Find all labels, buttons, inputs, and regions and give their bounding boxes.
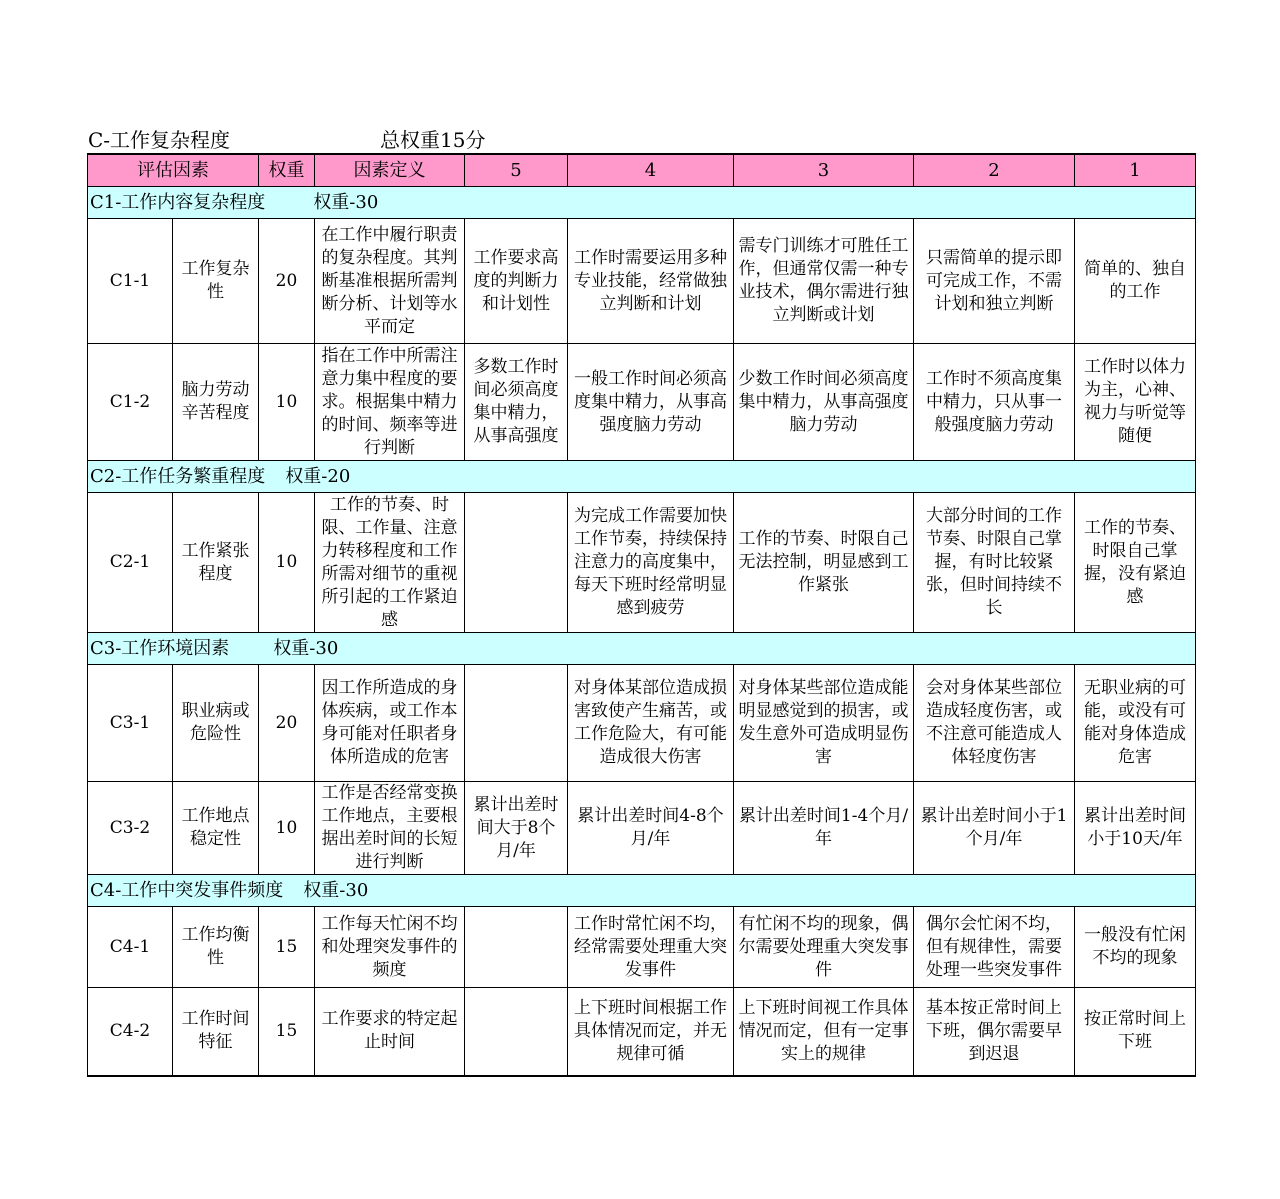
row-weight: 20 (259, 665, 315, 782)
page-title: C-工作复杂程度 (88, 128, 231, 152)
row-code: C4-2 (88, 988, 173, 1076)
row-definition: 工作是否经常变换工作地点，主要根据出差时间的长短进行判断 (315, 782, 465, 875)
row-level-4: 上下班时间根据工作具体情况而定，并无规律可循 (568, 988, 734, 1076)
row-level-1: 工作时以体力为主，心神、视力与听觉等随便 (1075, 344, 1196, 461)
row-weight: 10 (259, 782, 315, 875)
row-weight: 10 (259, 344, 315, 461)
row-factor: 脑力劳动辛苦程度 (173, 344, 259, 461)
row-level-3: 有忙闲不均的现象，偶尔需要处理重大突发事件 (734, 907, 914, 988)
row-code: C1-2 (88, 344, 173, 461)
row-level-3: 工作的节奏、时限自己无法控制，明显感到工作紧张 (734, 493, 914, 633)
table-row (88, 988, 1196, 1076)
section-row-c3 (88, 633, 1196, 665)
row-level-5 (465, 907, 568, 988)
row-level-2: 工作时不须高度集中精力，只从事一般强度脑力劳动 (914, 344, 1075, 461)
row-level-1: 累计出差时间小于10天/年 (1075, 782, 1196, 875)
row-level-1: 一般没有忙闲不均的现象 (1075, 907, 1196, 988)
table-row (88, 665, 1196, 782)
row-factor: 工作均衡性 (173, 907, 259, 988)
row-definition: 工作每天忙闲不均和处理突发事件的频度 (315, 907, 465, 988)
section-weight: 权重-30 (303, 880, 369, 901)
header-level-4: 4 (568, 154, 734, 187)
row-definition: 指在工作中所需注意力集中程度的要求。根据集中精力的时间、频率等进行判断 (315, 344, 465, 461)
section-name: C2-工作任务繁重程度 (90, 466, 266, 487)
row-level-1: 简单的、独自的工作 (1075, 219, 1196, 344)
section-name: C4-工作中突发事件频度 (90, 880, 284, 901)
row-code: C4-1 (88, 907, 173, 988)
section-row-c4 (88, 875, 1196, 907)
section-weight: 权重-20 (285, 466, 351, 487)
row-code: C1-1 (88, 219, 173, 344)
section-name: C1-工作内容复杂程度 (90, 192, 266, 213)
row-level-5 (465, 988, 568, 1076)
header-weight: 权重 (259, 154, 315, 187)
row-level-5: 多数工作时间必须高度集中精力，从事高强度 (465, 344, 568, 461)
row-definition: 因工作所造成的身体疾病，或工作本身可能对任职者身体所造成的危害 (315, 665, 465, 782)
row-level-1: 工作的节奏、时限自己掌握，没有紧迫感 (1075, 493, 1196, 633)
header-definition: 因素定义 (315, 154, 465, 187)
row-definition: 在工作中履行职责的复杂程度。其判断基准根据所需判断分析、计划等水平而定 (315, 219, 465, 344)
row-level-3: 对身体某些部位造成能明显感觉到的损害，或发生意外可造成明显伤害 (734, 665, 914, 782)
row-code: C3-1 (88, 665, 173, 782)
row-level-5: 工作要求高度的判断力和计划性 (465, 219, 568, 344)
row-level-2: 只需简单的提示即可完成工作，不需计划和独立判断 (914, 219, 1075, 344)
row-factor: 工作地点稳定性 (173, 782, 259, 875)
row-level-3: 上下班时间视工作具体情况而定，但有一定事实上的规律 (734, 988, 914, 1076)
table-row (88, 219, 1196, 344)
header-level-1: 1 (1075, 154, 1196, 187)
page-title-row (88, 124, 1194, 152)
row-level-3: 少数工作时间必须高度集中精力，从事高强度脑力劳动 (734, 344, 914, 461)
row-level-4: 工作时常忙闲不均，经常需要处理重大突发事件 (568, 907, 734, 988)
row-level-2: 会对身体某些部位造成轻度伤害，或不注意可能造成人体轻度伤害 (914, 665, 1075, 782)
evaluation-table (87, 153, 1196, 1077)
row-level-5: 累计出差时间大于8个月/年 (465, 782, 568, 875)
section-weight: 权重-30 (313, 192, 379, 213)
row-level-5 (465, 493, 568, 633)
row-factor: 工作紧张程度 (173, 493, 259, 633)
row-level-5 (465, 665, 568, 782)
row-factor: 工作复杂性 (173, 219, 259, 344)
row-level-2: 基本按正常时间上下班，偶尔需要早到迟退 (914, 988, 1075, 1076)
table-row (88, 493, 1196, 633)
row-level-4: 为完成工作需要加快工作节奏，持续保持注意力的高度集中，每天下班时经常明显感到疲劳 (568, 493, 734, 633)
row-level-2: 偶尔会忙闲不均，但有规律性，需要处理一些突发事件 (914, 907, 1075, 988)
row-weight: 20 (259, 219, 315, 344)
row-level-4: 工作时需要运用多种专业技能，经常做独立判断和计划 (568, 219, 734, 344)
row-level-1: 按正常时间上下班 (1075, 988, 1196, 1076)
row-factor: 职业病或危险性 (173, 665, 259, 782)
row-level-1: 无职业病的可能，或没有可能对身体造成危害 (1075, 665, 1196, 782)
section-name: C3-工作环境因素 (90, 638, 230, 659)
row-weight: 15 (259, 907, 315, 988)
row-weight: 10 (259, 493, 315, 633)
header-level-3: 3 (734, 154, 914, 187)
row-level-4: 一般工作时间必须高度集中精力，从事高强度脑力劳动 (568, 344, 734, 461)
header-factor: 评估因素 (88, 154, 259, 187)
header-level-2: 2 (914, 154, 1075, 187)
row-level-3: 累计出差时间1-4个月/年 (734, 782, 914, 875)
row-level-4: 对身体某部位造成损害致使产生痛苦，或工作危险大，有可能造成很大伤害 (568, 665, 734, 782)
header-row (88, 154, 1196, 187)
section-row-c2 (88, 461, 1196, 493)
row-factor: 工作时间特征 (173, 988, 259, 1076)
row-level-2: 大部分时间的工作节奏、时限自己掌握，有时比较紧张，但时间持续不长 (914, 493, 1075, 633)
row-level-2: 累计出差时间小于1个月/年 (914, 782, 1075, 875)
table-row (88, 344, 1196, 461)
row-weight: 15 (259, 988, 315, 1076)
row-definition: 工作的节奏、时限、工作量、注意力转移程度和工作所需对细节的重视所引起的工作紧迫感 (315, 493, 465, 633)
section-row-c1 (88, 187, 1196, 219)
row-level-4: 累计出差时间4-8个月/年 (568, 782, 734, 875)
table-row (88, 782, 1196, 875)
row-definition: 工作要求的特定起止时间 (315, 988, 465, 1076)
table-row (88, 907, 1196, 988)
row-code: C2-1 (88, 493, 173, 633)
section-weight: 权重-30 (273, 638, 339, 659)
row-code: C3-2 (88, 782, 173, 875)
header-level-5: 5 (465, 154, 568, 187)
row-level-3: 需专门训练才可胜任工作，但通常仅需一种专业技术，偶尔需进行独立判断或计划 (734, 219, 914, 344)
total-weight: 总权重15分 (380, 128, 486, 152)
